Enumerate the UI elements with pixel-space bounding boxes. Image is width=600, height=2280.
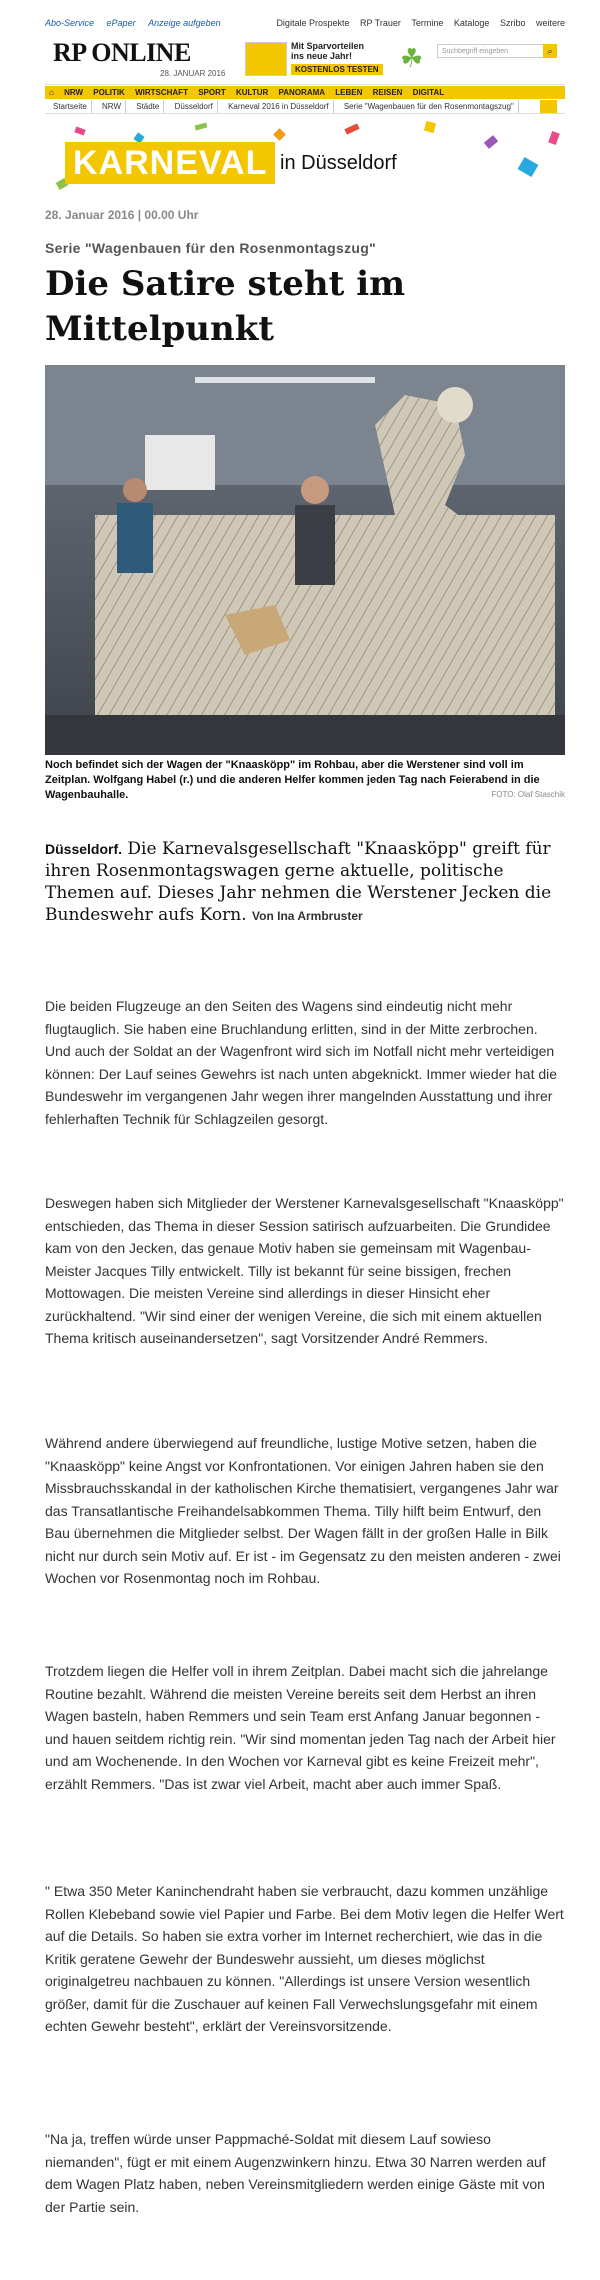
article-lead <box>45 838 565 927</box>
link-termine[interactable]: Termine <box>411 18 444 28</box>
promo-banner[interactable] <box>245 40 395 80</box>
breadcrumb <box>45 100 565 114</box>
utility-right-links <box>268 18 565 28</box>
nav-digital[interactable]: DIGITAL <box>412 88 445 97</box>
nav-sport[interactable]: SPORT <box>198 88 226 97</box>
site-logo[interactable]: RP ONLINE <box>53 38 191 67</box>
photo-caption: Noch befindet sich der Wagen der "Knaasköpp" im Rohbau, aber die Werstener sind voll im Zeitplan. Wolfgang Habel (r.) und die anderen Helfer kommen jeden Tag nach Feierabend in die Wagenbauhalle. <box>45 759 540 801</box>
breadcrumb-startseite[interactable]: Startseite <box>53 100 92 113</box>
body-paragraph: "Na ja, treffen würde unser Pappmaché-Soldat mit diesem Lauf sowieso niemanden", fügt er mit einem Augenzwinkern hinzu. Etwa 30 Narren werden auf dem Wagen Platz haben, neben Vereinsmitgliedern werden einige Gäste mit von der Partie sein. <box>45 2131 546 2215</box>
search-icon[interactable]: ⌕ <box>543 44 557 58</box>
article-kicker: Serie "Wagenbauen für den Rosenmontagszug" <box>45 240 377 256</box>
article-photo[interactable] <box>45 365 565 755</box>
banner-city: in Düsseldorf <box>280 152 397 174</box>
home-icon[interactable]: ⌂ <box>49 88 54 97</box>
nav-reisen[interactable]: REISEN <box>372 88 403 97</box>
breadcrumb-karneval[interactable]: Karneval 2016 in Düsseldorf <box>228 100 334 113</box>
breadcrumb-staedte[interactable]: Städte <box>136 100 164 113</box>
promo-line-1: Mit Sparvorteilen <box>291 41 365 51</box>
calendar-icon <box>245 42 287 76</box>
link-weitere[interactable]: weitere <box>535 18 565 28</box>
body-paragraph: Die beiden Flugzeuge an den Seiten des Wagens sind eindeutig nicht mehr flugtauglich. Sie haben eine Bruchlandung erlitten, sind in der Mitte zerbrochen. Und auch der Soldat an der Wagenfront wird sich im Notfall nicht mehr verteidigen können: Der Lauf seines Gewehrs ist nach unten abgeknickt. Immer wieder hat die Bundeswehr im vergangenen Jahr wegen ihrer mangelnden Ausstattung und ihrer fehlerhaften Technik für Schlagzeilen gesorgt. <box>45 998 558 1127</box>
link-anzeige[interactable]: Anzeige aufgeben <box>148 18 221 28</box>
body-paragraph: Deswegen haben sich Mitglieder der Werstener Karnevalsgesellschaft "Knaasköpp" entschieden, das Thema in dieser Session satirisch aufzuarbeiten. Die Grundidee kam von den Jecken, das genaue Motiv haben sie gemeinsam mit Wagenbau-Meister Jacques Tilly entwickelt. Tilly ist bekannt für seine bissigen, frechen Mottowagen. Die meisten Vereine sind allerdings in dieser Hinsicht eher zurückhaltend. "Wir sind einer der wenigen Vereine, die sich mit einem aktuellen Thema kritisch auseinandersetzen", sagt Vorsitzender André Remmers. <box>45 1195 564 1346</box>
nav-panorama[interactable]: PANORAMA <box>278 88 326 97</box>
nav-kultur[interactable]: KULTUR <box>236 88 269 97</box>
link-abo-service[interactable]: Abo-Service <box>45 18 95 28</box>
link-prospekte[interactable]: Digitale Prospekte <box>276 18 350 28</box>
lead-location: Düsseldorf. <box>45 841 123 857</box>
karneval-banner[interactable] <box>45 120 565 200</box>
clover-icon: ☘ <box>400 43 424 73</box>
main-navigation <box>45 86 565 99</box>
breadcrumb-nrw[interactable]: NRW <box>102 100 126 113</box>
article-date: 28. Januar 2016 | 00.00 Uhr <box>45 208 199 222</box>
share-icon[interactable] <box>540 100 557 113</box>
link-trauer[interactable]: RP Trauer <box>360 18 401 28</box>
nav-leben[interactable]: LEBEN <box>335 88 363 97</box>
nav-politik[interactable]: POLITIK <box>93 88 125 97</box>
link-epaper[interactable]: ePaper <box>106 18 136 28</box>
link-kataloge[interactable]: Kataloge <box>453 18 490 28</box>
search-input[interactable]: Suchbegriff eingeben <box>437 44 557 58</box>
article-author: Von Ina Armbruster <box>252 909 363 923</box>
photo-illustration <box>45 365 565 755</box>
body-paragraph: " Etwa 350 Meter Kaninchendraht haben sie verbraucht, dazu kommen unzählige Rollen Klebeband sowie viel Papier und Farbe. Bei dem Motiv legen die Helfer Wert auf die Details. So haben sie extra vorher im Internet recherchiert, wie das in die Kritik geratene Gewehr der Bundeswehr aussieht, um dieses möglichst originalgetreu nachbauen zu können. "Allerdings ist unsere Version wesentlich größer, damit für die Zuschauer auf keinen Fall Verwechslungsgefahr mit einem echten Gewehr besteht", erklärt der Vereinsvorsitzende. <box>45 1883 564 2034</box>
utility-bar <box>45 18 565 34</box>
nav-nrw[interactable]: NRW <box>64 88 84 97</box>
lead-text: Die Karnevalsgesellschaft "Knaasköpp" greift für ihren Rosenmontagswagen gerne aktuelle, politische Themen auf. Dieses Jahr nehmen die Werstener Jecken die Bundeswehr aufs Korn. <box>45 839 552 925</box>
promo-button[interactable]: KOSTENLOS TESTEN <box>291 64 383 75</box>
site-header <box>45 36 565 85</box>
banner-karneval: KARNEVAL <box>65 142 275 184</box>
photo-credit: FOTO: Olaf Staschik <box>491 790 565 799</box>
article-headline: Die Satire steht im Mittelpunkt <box>45 264 406 349</box>
link-szribo[interactable]: Szribo <box>499 18 526 28</box>
nav-wirtschaft[interactable]: WIRTSCHAFT <box>135 88 188 97</box>
breadcrumb-duesseldorf[interactable]: Düsseldorf <box>175 100 218 113</box>
promo-line-2: ins neue Jahr! <box>291 51 353 61</box>
body-paragraph: Während andere überwiegend auf freundliche, lustige Motive setzen, haben die "Knaasköpp" keine Angst vor Konfrontationen. Vor einigen Jahren haben sie den Missbrauchsskandal in der katholischen Kirche thematisiert, vergangenes Jahr war das Transatlantische Freihandelsabkommen Thema. Tilly hilft beim Entwurf, den Bau übernehmen die Mitglieder selbst. Der Wagen fällt in der großen Halle in Bilk nicht nur durch sein Motiv auf. Er ist - im Gegensatz zu den meisten anderen - zwei Wochen vor Rosenmontag noch im Rohbau. <box>45 1435 561 1586</box>
breadcrumb-serie[interactable]: Serie "Wagenbauen für den Rosenmontagszug" <box>344 100 519 113</box>
header-date: 28. JANUAR 2016 <box>160 69 226 78</box>
body-paragraph: Trotzdem liegen die Helfer voll in ihrem Zeitplan. Dabei macht sich die jahrelange Routine bezahlt. Während die meisten Vereine bereits seit dem Herbst an ihren Wagen basteln, haben Remmers und sein Team erst Anfang Januar begonnen - und hauen seitdem richtig rein. "Wir sind momentan jeden Tag nach der Arbeit hier und am Wochenende. In den Wochen vor Karneval gibt es keine Freizeit mehr", erzählt Remmers. "Das ist zwar viel Arbeit, macht aber auch immer Spaß. <box>45 1663 556 1792</box>
